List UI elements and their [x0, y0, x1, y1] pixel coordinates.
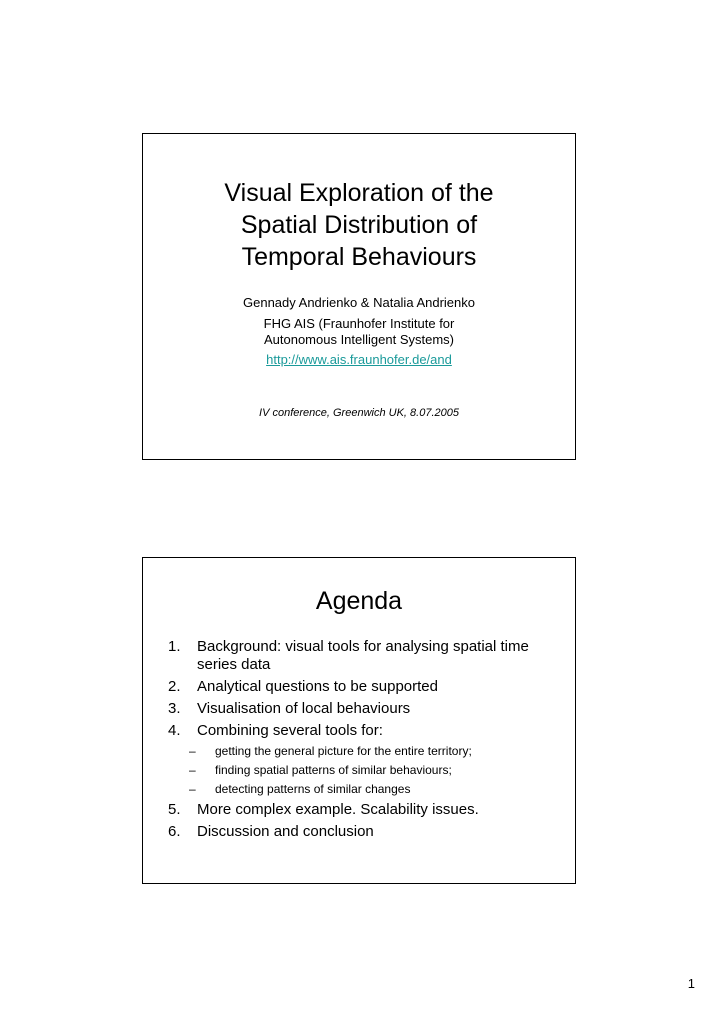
affiliation-line: Autonomous Intelligent Systems) — [263, 332, 455, 347]
dash-bullet: – — [189, 782, 196, 796]
agenda-item-number: 2. — [168, 678, 181, 695]
agenda-item-number: 6. — [168, 823, 181, 840]
agenda-item-text: Combining several tools for: — [197, 722, 383, 739]
agenda-subitem — [165, 744, 565, 759]
agenda-item-text: More complex example. Scalability issues. — [197, 801, 479, 818]
agenda-slide — [142, 557, 576, 884]
website-link-container — [143, 351, 575, 369]
agenda-item-number: 5. — [168, 801, 181, 818]
affiliation — [143, 316, 575, 348]
agenda-subitem-text: detecting patterns of similar changes — [215, 782, 411, 796]
agenda-item-text: Background: visual tools for analysing spatial time series data — [197, 638, 529, 673]
agenda-title: Agenda — [315, 587, 403, 615]
dash-bullet: – — [189, 763, 196, 777]
agenda-item-text: Discussion and conclusion — [197, 823, 374, 840]
agenda-item — [165, 638, 565, 674]
agenda-item — [165, 823, 565, 841]
title-line: Visual Exploration of the — [224, 179, 494, 207]
agenda-subitem-text: getting the general picture for the entire territory; — [215, 744, 472, 758]
agenda-item-number: 3. — [168, 700, 181, 717]
agenda-sublist — [165, 744, 565, 797]
agenda-subitem — [165, 763, 565, 778]
conference-info: IV conference, Greenwich UK, 8.07.2005 — [259, 407, 459, 419]
dash-bullet: – — [189, 744, 196, 758]
agenda-item-text: Visualisation of local behaviours — [197, 700, 411, 717]
agenda-subitems — [165, 744, 565, 797]
agenda-list — [165, 638, 565, 845]
agenda-item-number: 4. — [168, 722, 181, 739]
agenda-item — [165, 801, 565, 819]
presentation-title — [143, 177, 575, 273]
page-number: 1 — [687, 976, 695, 991]
website-link[interactable]: http://www.ais.fraunhofer.de/and — [266, 352, 452, 367]
title-slide — [142, 133, 576, 460]
affiliation-line: FHG AIS (Fraunhofer Institute for — [263, 316, 455, 331]
title-line: Temporal Behaviours — [241, 243, 477, 271]
agenda-subitem-text: finding spatial patterns of similar behaviours; — [215, 763, 452, 777]
authors: Gennady Andrienko & Natalia Andrienko — [243, 295, 475, 310]
agenda-item-number: 1. — [168, 638, 181, 655]
agenda-item — [165, 722, 565, 740]
agenda-item — [165, 700, 565, 718]
title-line: Spatial Distribution of — [240, 211, 478, 239]
agenda-item-text: Analytical questions to be supported — [197, 678, 438, 695]
agenda-subitem — [165, 782, 565, 797]
agenda-item — [165, 678, 565, 696]
